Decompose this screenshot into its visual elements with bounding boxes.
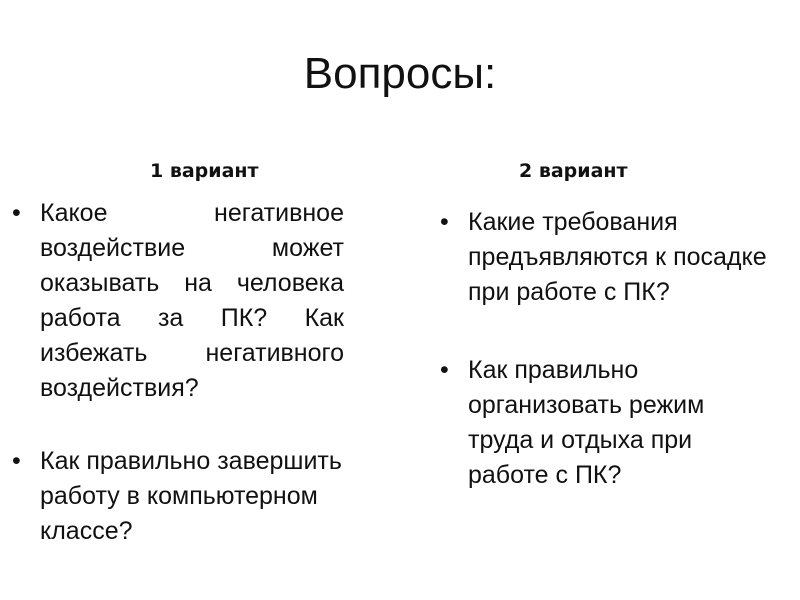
question-text: Какие требования предъявляются к посадке при работе с ПК? — [468, 208, 767, 306]
list-item — [12, 196, 344, 406]
bullet-icon: • — [440, 208, 449, 236]
variant2-heading: 2 вариант — [519, 160, 628, 182]
variant1-heading: 1 вариант — [150, 160, 259, 182]
question-text: Как правильно организовать режим труда и отдыха при работе с ПК? — [468, 356, 705, 489]
question-text: Какое негативное воздействие может оказывать на человека работа за ПК? Как избежать негативного воздействия? — [40, 199, 344, 402]
variant2-question-list — [440, 205, 770, 493]
list-item — [12, 444, 342, 549]
list-item — [440, 353, 770, 493]
bullet-icon: • — [440, 356, 449, 384]
list-item — [440, 205, 770, 310]
slide-title: Вопросы: — [303, 49, 497, 98]
question-text: Как правильно завершить работу в компьютерном классе? — [40, 447, 342, 545]
variant1-question-list — [12, 196, 342, 549]
bullet-icon: • — [12, 199, 21, 227]
bullet-icon: • — [12, 447, 21, 475]
